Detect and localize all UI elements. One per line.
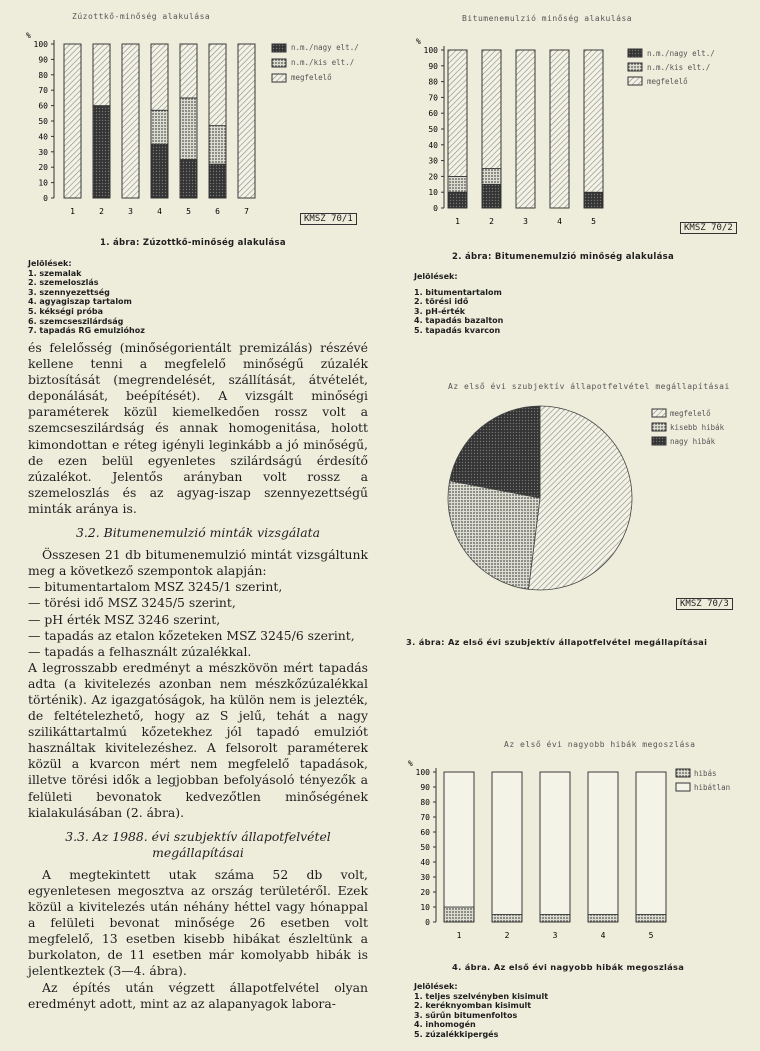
fig1-notes [28, 259, 145, 336]
fig3-legend-item [652, 406, 724, 420]
bar-segment [492, 915, 522, 923]
y-tick-label: 80 [420, 798, 430, 807]
note-item: 4. agyagiszap tartalom [28, 297, 132, 307]
note-item: 5. tapadás kvarcon [414, 325, 501, 335]
x-tick-label: 3 [128, 207, 133, 216]
bar-segment [93, 44, 110, 106]
bar-segment [584, 50, 603, 192]
note-item: 2. törési idő [414, 297, 469, 307]
note-item: 5. kékségi próba [28, 306, 103, 316]
fig2-legend-item [628, 74, 715, 88]
y-tick-label: 100 [33, 40, 48, 49]
fig3-stamp: KMSZ 70/3 [676, 598, 733, 610]
y-tick-label: 80 [428, 77, 438, 87]
y-tick-label: 50 [428, 125, 438, 134]
y-tick-label: 90 [428, 61, 438, 71]
fig1-caption: 1. ábra: Zúzottkő-minőség alakulása [100, 238, 286, 248]
note-item: 5. zúzalékkipergés [414, 1029, 499, 1039]
x-tick-label: 5 [186, 207, 191, 216]
x-tick-label: 4 [157, 207, 162, 216]
bar-segment [151, 144, 168, 198]
bar-segment [238, 44, 255, 198]
note-item: 4. inhomogén [414, 1020, 476, 1030]
fig2-legend-item [628, 46, 715, 60]
y-tick-label: 20 [38, 163, 48, 173]
paragraph: Összesen 21 db bitumenemulzió mintát vizsgáltunk meg a következő szempontok alapján: [28, 547, 368, 579]
y-tick-label: 60 [428, 109, 438, 119]
y-tick-label: 40 [428, 140, 438, 150]
fig3-chart [440, 398, 640, 598]
bar-segment [550, 50, 569, 208]
fig4-caption: 4. ábra. Az első évi nagyobb hibák megoszlása [452, 962, 685, 972]
fig1-stamp: KMSZ 70/1 [300, 213, 357, 225]
y-tick-label: 10 [420, 903, 430, 912]
bar-segment [448, 50, 467, 176]
y-tick-label: 90 [420, 783, 430, 792]
bar-segment [122, 44, 139, 198]
legend-swatch-dark [652, 437, 666, 445]
fig4-legend-item [676, 780, 730, 794]
bar-segment [209, 44, 226, 126]
fig2-caption: 2. ábra: Bitumenemulzió minőség alakulása [452, 252, 674, 262]
bar-segment [482, 184, 501, 208]
note-item: 2. szemeloszlás [28, 278, 99, 288]
y-tick-label: 80 [38, 70, 48, 80]
y-tick-label: 0 [43, 194, 48, 203]
fig4-legend-item [676, 766, 730, 780]
bar-segment [540, 915, 570, 923]
bar-segment [151, 110, 168, 144]
list-item: — tapadás az etalon kőzeteken MSZ 3245/6 szerint, [28, 627, 355, 643]
legend-swatch-hatched [628, 77, 642, 85]
note-item: 7. tapadás RG emulzióhoz [28, 326, 145, 336]
legend-label: kisebb hibák [670, 422, 725, 432]
y-tick-label: 40 [420, 858, 430, 867]
x-tick-label: 3 [552, 931, 558, 940]
y-tick-label: 30 [428, 156, 438, 166]
x-tick-label: 4 [557, 217, 562, 226]
fig1-legend-item [272, 55, 359, 70]
notes-title: Jelölések: [28, 259, 72, 268]
x-tick-label: 1 [70, 207, 75, 216]
y-unit-label: % [408, 759, 413, 768]
legend-swatch-dotted [652, 423, 666, 431]
body-text [28, 340, 368, 1012]
legend-label: megfelelő [647, 76, 688, 86]
y-tick-label: 0 [425, 918, 430, 927]
y-unit-label: % [26, 31, 31, 40]
x-tick-label: 5 [648, 931, 654, 940]
y-tick-label: 70 [420, 813, 430, 822]
y-tick-label: 50 [420, 843, 430, 852]
paragraph: Az építés után végzett állapotfelvétel olyan eredményt adott, mint az az alapanyagok labora- [28, 979, 368, 1011]
criteria-list [28, 579, 368, 659]
note-item: 3. sűrűn bitumenfoltos [414, 1010, 518, 1020]
x-tick-label: 1 [455, 217, 460, 226]
bar-segment [482, 50, 501, 169]
y-tick-label: 10 [428, 188, 438, 198]
legend-label: nagy hibák [670, 436, 716, 446]
legend-label: n.m./nagy elt./ [291, 43, 359, 52]
bar-segment [492, 772, 522, 915]
legend-swatch-dotted [628, 63, 642, 71]
note-item: 1. teljes szelvényben kisimult [414, 991, 549, 1001]
bar-segment [209, 164, 226, 198]
x-tick-label: 2 [504, 931, 510, 940]
note-item: 2. keréknyomban kisimult [414, 1001, 532, 1011]
x-tick-label: 3 [523, 217, 528, 226]
y-tick-label: 60 [420, 828, 430, 837]
fig3-legend-item [652, 434, 724, 448]
bar-segment [636, 772, 666, 915]
notes-title: Jelölések: [414, 272, 458, 281]
bar-segment [588, 915, 618, 923]
y-tick-label: 70 [38, 86, 48, 96]
list-item: — tapadás a felhasznált zúzalékkal. [28, 643, 252, 659]
bar-segment [516, 50, 535, 208]
paragraph: és felelősség (minőségorientált premizálás) részévé kellene tenni a megfelelő minőségű zúzalék biztosítását (megrendelését, szállítását, átvételét, deponálását, beépítését). A vizsgált minőségi paraméterek közül kiemelkedően rossz volt a szemcseszilárdság és annak homogenitása, holott kimondottan e réteg igényli leginkább a jó minőségű, de ezen belül egyenletes szilárdságú érdesítő zúzalékot. Jelentős arányban volt rossz a szemeloszlás és az agyag-iszap szennyezettségű minták aránya is. [28, 340, 368, 516]
fig1-legend-item [272, 70, 359, 85]
fig1-legend [272, 40, 359, 85]
section-heading: 3.2. Bitumenemulzió minták vizsgálata [76, 525, 320, 541]
bar-segment [151, 44, 168, 110]
bar-segment [448, 192, 467, 208]
bar-segment [180, 44, 197, 98]
pie-slice [448, 481, 540, 590]
legend-label: megfelelő [670, 408, 711, 418]
note-item: 4. tapadás bazalton [414, 316, 504, 326]
paragraph: A megtekintett utak száma 52 db volt, egyenletesen megosztva az ország területéről. Ezek közül a kivitelezés után néhány héttel vagy hónappal a felületi bevonat minősége 26 esetben volt megfelelő, 13 esetben kisebb hibákat észleltünk a burkolaton, de 11 esetben már komolyabb hibák is jelentkeztek (3—4. ábra). [28, 866, 368, 979]
y-tick-label: 100 [423, 46, 438, 55]
list-item: — pH érték MSZ 3246 szerint, [28, 611, 221, 627]
x-tick-label: 6 [215, 207, 220, 216]
legend-label: megfelelő [291, 73, 332, 82]
y-tick-label: 90 [38, 55, 48, 65]
y-tick-label: 20 [428, 172, 438, 182]
fig4-legend [676, 766, 730, 794]
fig4-title: Az első évi nagyobb hibák megoszlása [504, 740, 696, 749]
bar-segment [448, 176, 467, 192]
y-tick-label: 100 [415, 768, 430, 777]
legend-swatch-dotted [272, 59, 286, 67]
x-tick-label: 4 [600, 931, 606, 940]
bar-segment [444, 772, 474, 907]
bar-segment [180, 98, 197, 160]
list-item: — törési idő MSZ 3245/5 szerint, [28, 595, 236, 611]
y-tick-label: 60 [38, 101, 48, 111]
y-tick-label: 20 [420, 888, 430, 897]
x-tick-label: 2 [99, 207, 104, 216]
y-tick-label: 50 [38, 117, 48, 126]
x-tick-label: 2 [489, 217, 494, 226]
x-tick-label: 7 [244, 207, 249, 216]
bar-segment [209, 126, 226, 164]
bar-segment [540, 772, 570, 915]
fig2-stamp: KMSZ 70/2 [680, 222, 737, 234]
note-item: 6. szemcseszilárdság [28, 316, 124, 326]
section-heading: 3.3. Az 1988. évi szubjektív állapotfelvétel megállapításai [65, 828, 331, 860]
fig4-chart [408, 752, 686, 952]
fig4-notes [414, 982, 548, 1040]
bar-segment [64, 44, 81, 198]
fig3-title: Az első évi szubjektív állapotfelvétel megállapításai [448, 382, 730, 391]
fig1-title: Zúzottkő-minőség alakulása [72, 12, 211, 21]
legend-swatch-dotted [676, 769, 690, 777]
bar-segment [444, 907, 474, 922]
legend-label: hibás [694, 768, 717, 778]
fig2-legend [628, 46, 715, 88]
x-tick-label: 5 [591, 217, 596, 226]
y-tick-label: 10 [38, 178, 48, 188]
fig2-notes [414, 272, 503, 336]
fig2-legend-item [628, 60, 715, 74]
bar-segment [180, 160, 197, 199]
list-item: — bitumentartalom MSZ 3245/1 szerint, [28, 579, 283, 595]
legend-swatch-empty [676, 783, 690, 791]
y-tick-label: 30 [38, 147, 48, 157]
y-tick-label: 0 [433, 204, 438, 213]
bar-segment [588, 772, 618, 915]
notes-title: Jelölések: [414, 982, 458, 991]
bar-segment [482, 169, 501, 185]
bar-segment [584, 192, 603, 208]
legend-swatch-hatched [652, 409, 666, 417]
legend-label: n.m./nagy elt./ [647, 48, 715, 58]
legend-swatch-hatched [272, 74, 286, 82]
bar-segment [93, 106, 110, 198]
fig2-title: Bitumenemulzió minőség alakulása [462, 14, 633, 23]
legend-swatch-dark [628, 49, 642, 57]
note-item: 1. szemalak [28, 268, 82, 278]
legend-label: n.m./kis elt./ [647, 62, 711, 72]
y-tick-label: 70 [428, 93, 438, 103]
pie-slice [528, 406, 632, 590]
y-tick-label: 40 [38, 132, 48, 142]
y-tick-label: 30 [420, 873, 430, 882]
legend-label: n.m./kis elt./ [291, 58, 355, 67]
y-unit-label: % [416, 37, 421, 46]
fig3-legend-item [652, 420, 724, 434]
note-item: 3. szennyezettség [28, 287, 110, 297]
legend-label: hibátlan [694, 782, 731, 792]
x-tick-label: 1 [456, 931, 462, 940]
fig1-legend-item [272, 40, 359, 55]
note-item: 3. pH-érték [414, 306, 466, 316]
note-item: 1. bitumentartalom [414, 287, 502, 297]
bar-segment [636, 915, 666, 923]
fig3-caption: 3. ábra: Az első évi szubjektív állapotfelvétel megállapításai [406, 637, 708, 647]
legend-swatch-dark [272, 44, 286, 52]
paragraph: A legrosszabb eredményt a mészkövön mért tapadás adta (a kivitelezés azonban nem mészkőzúzalékkal történik). Az igazgatóságok, ha külön nem is jelezték, de feltételezhető, hogy az S jelű, tehát a nagy szilikáttartalmú kőzetekhez jól tapadó emulziót használtak kivitelezéshez. A felsorolt paraméterek közül a kvarcon mért nem megfelelő tapadások, illetve törési idők a legjobban befolyásoló tényezők a felületi bevonatok kedvezőtlen minőségének kialakulásában (2. ábra). [28, 659, 368, 820]
fig3-legend [652, 406, 724, 448]
